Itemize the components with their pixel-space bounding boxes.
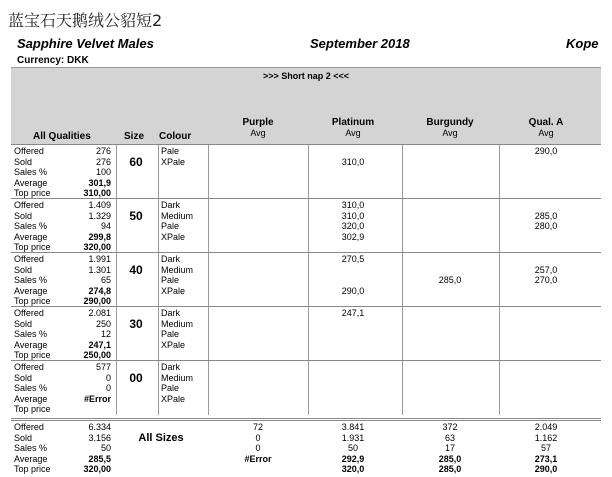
quala-avg-value: 285,0: [534, 210, 558, 221]
size-value: 40: [129, 263, 143, 277]
col-purple-label: Purple: [242, 117, 274, 128]
all-sizes-label: All Sizes: [138, 432, 184, 444]
stat-value: 94: [100, 221, 111, 232]
colour-label: XPale: [161, 156, 186, 167]
stat-value: 1.409: [88, 200, 111, 210]
colour-label: XPale: [161, 285, 186, 296]
size-group-row: [11, 360, 601, 415]
stat-value: 50: [100, 443, 111, 454]
stat-value: 285,5: [88, 453, 111, 464]
colour-label: Dark: [161, 254, 181, 264]
stat-value: 577: [95, 362, 111, 372]
total-platinum-value: 1.931: [341, 432, 365, 443]
stat-value: 6.334: [88, 422, 111, 432]
stat-value: 12: [100, 329, 111, 340]
column-divider: [158, 253, 159, 307]
stat-label: Average: [14, 285, 48, 296]
column-divider: [499, 307, 500, 361]
stat-label: Top price: [14, 188, 51, 199]
colour-label: XPale: [161, 231, 186, 242]
column-divider: [208, 307, 209, 361]
total-purple-value: 0: [255, 432, 261, 443]
stat-label: Sold: [14, 156, 33, 167]
totals-row: [11, 418, 601, 475]
col-quala-label: Qual. A: [528, 117, 564, 128]
report-location: Kope: [566, 36, 599, 51]
stat-value: 274,8: [88, 285, 111, 296]
platinum-avg-value: 247,1: [341, 308, 365, 318]
stat-label: Top price: [14, 242, 51, 253]
col-platinum-label: Platinum: [331, 117, 375, 128]
platinum-avg-value: 270,5: [341, 254, 365, 264]
stat-label: Average: [14, 453, 48, 464]
stat-value: 250,00: [83, 350, 111, 361]
stat-value: 1.301: [88, 264, 111, 275]
column-divider: [402, 307, 403, 361]
stat-label: Average: [14, 231, 48, 242]
total-quala-value: 273,1: [534, 453, 558, 464]
total-burgundy-value: 285,0: [438, 453, 462, 464]
stat-label: Sold: [14, 432, 33, 443]
column-divider: [308, 199, 309, 253]
col-purple-avg: Avg: [250, 128, 266, 138]
stat-label: Sales %: [14, 329, 48, 340]
total-platinum-value: 50: [347, 443, 358, 454]
platinum-avg-value: 310,0: [341, 200, 365, 210]
platinum-avg-value: 310,0: [341, 156, 365, 167]
column-divider: [402, 253, 403, 307]
stat-value: 2.081: [88, 308, 111, 318]
colour-label: Medium: [161, 372, 194, 383]
stat-label: Sold: [14, 372, 33, 383]
column-divider: [208, 145, 209, 199]
stat-label: Offered: [14, 200, 44, 210]
stat-label: Average: [14, 393, 48, 404]
total-platinum-value: 3.841: [341, 422, 365, 432]
stat-value: 276: [95, 156, 111, 167]
column-header-band: [11, 67, 601, 145]
col-burgundy: [415, 117, 485, 138]
stat-value: 299,8: [88, 231, 111, 242]
quala-avg-value: 290,0: [534, 146, 558, 156]
total-platinum-value: 292,9: [341, 453, 365, 464]
quala-avg-value: 270,0: [534, 275, 558, 286]
stat-label: Sales %: [14, 443, 48, 454]
stat-label: Sold: [14, 264, 33, 275]
column-divider: [158, 361, 159, 415]
size-group-row: [11, 252, 601, 307]
stat-label: Offered: [14, 362, 44, 372]
platinum-avg-value: 290,0: [341, 285, 365, 296]
colour-label: Pale: [161, 275, 180, 286]
column-divider: [158, 145, 159, 199]
column-divider: [499, 361, 500, 415]
size-value: 30: [129, 317, 143, 331]
total-burgundy-value: 372: [442, 422, 458, 432]
image-caption: 蓝宝石天鹅绒公貂短2: [8, 11, 163, 30]
total-purple-value: 72: [252, 422, 263, 432]
colour-label: Dark: [161, 308, 181, 318]
column-divider: [116, 361, 117, 415]
stat-label: Sales %: [14, 383, 48, 394]
stat-value: 1.991: [88, 254, 111, 264]
stat-label: Sold: [14, 318, 33, 329]
stat-value: 301,9: [88, 177, 111, 188]
col-colour: Colour: [159, 131, 192, 142]
size-value: 60: [129, 155, 143, 169]
colour-label: Pale: [161, 329, 180, 340]
colour-label: Medium: [161, 318, 194, 329]
report-date: September 2018: [310, 36, 410, 51]
colour-label: Pale: [161, 146, 180, 156]
total-burgundy-value: 285,0: [438, 464, 462, 475]
column-divider: [116, 199, 117, 253]
stat-value: 320,00: [83, 464, 111, 475]
platinum-avg-value: 310,0: [341, 210, 365, 221]
column-divider: [308, 361, 309, 415]
stat-value: 65: [100, 275, 111, 286]
stat-label: Offered: [14, 308, 44, 318]
colour-label: Medium: [161, 210, 194, 221]
col-all-qualities: All Qualities: [33, 131, 91, 142]
colour-label: XPale: [161, 393, 186, 404]
colour-label: XPale: [161, 339, 186, 350]
stat-label: Sold: [14, 210, 33, 221]
platinum-avg-value: 320,0: [341, 221, 365, 232]
stat-label: Top price: [14, 296, 51, 307]
total-quala-value: 57: [540, 443, 551, 454]
total-burgundy-value: 17: [444, 443, 455, 454]
colour-label: Medium: [161, 264, 194, 275]
stat-value: 100: [95, 167, 111, 178]
column-divider: [116, 307, 117, 361]
stat-value: 3.156: [88, 432, 111, 443]
size-value: 50: [129, 209, 143, 223]
stat-label: Top price: [14, 350, 51, 361]
stat-label: Top price: [14, 464, 51, 475]
stat-value: 0: [105, 383, 111, 394]
stat-value: 1.329: [88, 210, 111, 221]
col-platinum: [318, 117, 388, 138]
size-group-row: [11, 198, 601, 253]
stat-label: Average: [14, 177, 48, 188]
column-divider: [116, 145, 117, 199]
stat-value: 290,00: [83, 296, 111, 307]
stat-label: Top price: [14, 404, 51, 415]
column-divider: [499, 199, 500, 253]
colour-label: Dark: [161, 200, 181, 210]
column-divider: [208, 253, 209, 307]
col-burgundy-label: Burgundy: [426, 117, 474, 128]
total-quala-value: 290,0: [534, 464, 558, 475]
stat-value: 250: [95, 318, 111, 329]
col-platinum-avg: Avg: [345, 128, 361, 138]
column-divider: [116, 253, 117, 307]
quala-avg-value: 280,0: [534, 221, 558, 232]
column-divider: [499, 253, 500, 307]
stat-value: 310,00: [83, 188, 111, 199]
total-burgundy-value: 63: [444, 432, 455, 443]
total-purple-value: 0: [255, 443, 261, 454]
size-value: 00: [129, 371, 143, 385]
total-platinum-value: 320,0: [341, 464, 365, 475]
stat-value: 320,00: [83, 242, 111, 253]
stat-label: Offered: [14, 422, 44, 432]
column-divider: [208, 361, 209, 415]
column-divider: [402, 145, 403, 199]
currency-label: Currency: DKK: [17, 55, 89, 66]
stat-label: Sales %: [14, 167, 48, 178]
stat-value: #Error: [83, 393, 111, 404]
total-quala-value: 2.049: [534, 422, 558, 432]
quala-avg-value: 257,0: [534, 264, 558, 275]
stat-value: 276: [95, 146, 111, 156]
stat-label: Sales %: [14, 221, 48, 232]
colour-label: Pale: [161, 383, 180, 394]
stat-label: Average: [14, 339, 48, 350]
stat-label: Sales %: [14, 275, 48, 286]
col-size: Size: [124, 131, 145, 142]
column-divider: [158, 307, 159, 361]
size-group-row: [11, 144, 601, 199]
column-divider: [499, 145, 500, 199]
stat-value: 0: [105, 372, 111, 383]
burgundy-avg-value: 285,0: [438, 275, 462, 286]
stat-label: Offered: [14, 254, 44, 264]
column-divider: [308, 253, 309, 307]
section-label: >>> Short nap 2 <<<: [262, 71, 350, 81]
col-quala-avg: Avg: [538, 128, 554, 138]
stat-value: 247,1: [88, 339, 111, 350]
col-burgundy-avg: Avg: [442, 128, 458, 138]
size-group-row: [11, 306, 601, 361]
total-quala-value: 1.162: [534, 432, 558, 443]
platinum-avg-value: 302,9: [341, 231, 365, 242]
total-purple-value: #Error: [244, 453, 272, 464]
report-title: Sapphire Velvet Males: [17, 36, 154, 51]
column-divider: [402, 199, 403, 253]
colour-label: Pale: [161, 221, 180, 232]
column-divider: [208, 199, 209, 253]
column-divider: [158, 199, 159, 253]
column-divider: [402, 361, 403, 415]
col-quala: [511, 117, 581, 138]
column-divider: [308, 307, 309, 361]
colour-label: Dark: [161, 362, 181, 372]
col-purple: [223, 117, 293, 138]
stat-label: Offered: [14, 146, 44, 156]
column-divider: [308, 145, 309, 199]
